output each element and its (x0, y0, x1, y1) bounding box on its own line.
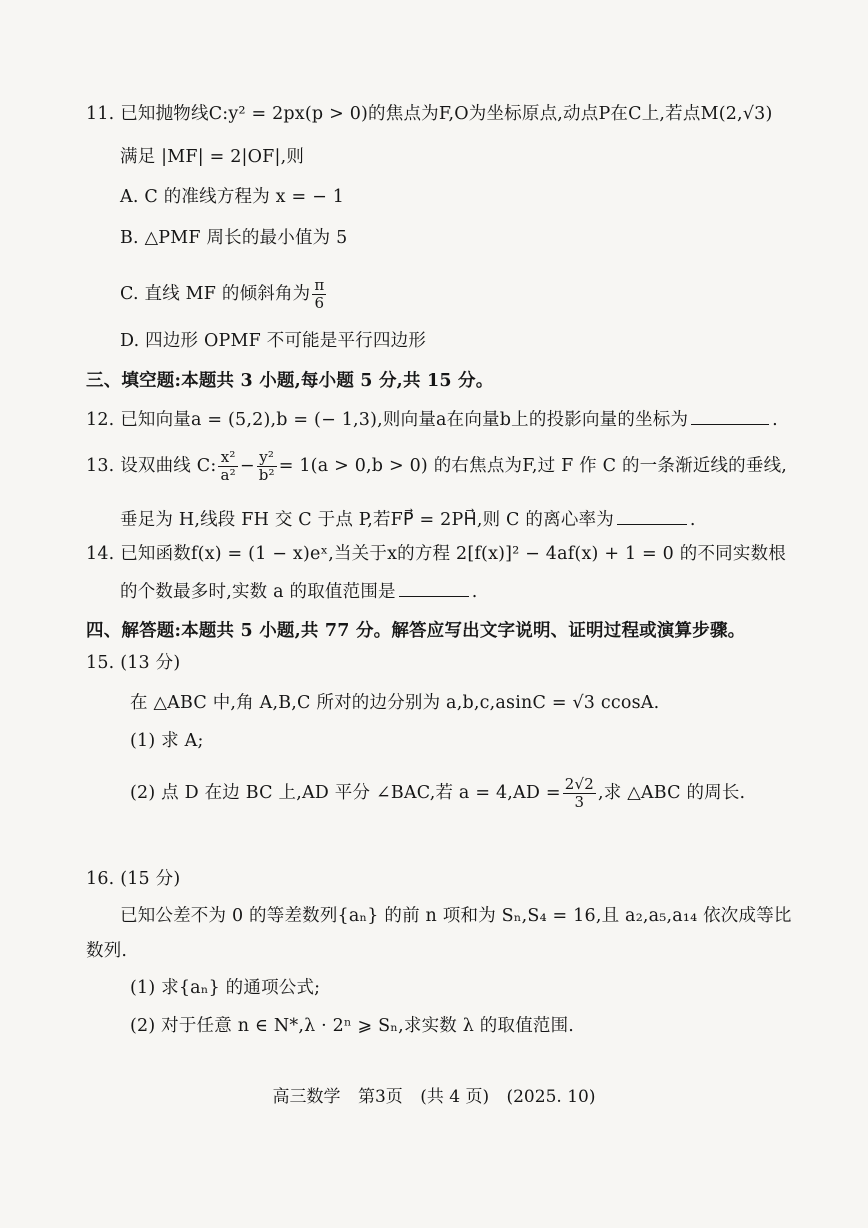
q15-heading: 15. (13 分) (86, 653, 181, 673)
footer-total-pages: (共 4 页) (420, 1087, 490, 1107)
q11-option-c (120, 272, 328, 316)
q13-fraction-y-numerator: y² (259, 448, 275, 466)
q13-fraction-y-denominator: b² (258, 466, 275, 484)
q11-stem-line1: 11. 已知抛物线C:y² = 2px(p > 0)的焦点为F,O为坐标原点,动点P在C上,若点M(2,√3) (86, 104, 773, 124)
q11-stem-line2: 满足 |MF| = 2|OF|,则 (120, 147, 305, 167)
q15-ad-fraction (563, 776, 596, 811)
q16-heading: 16. (15 分) (86, 869, 181, 889)
q13-stem-line2 (120, 508, 696, 531)
q13-period: . (689, 510, 696, 530)
q11-option-c-denominator: 6 (314, 294, 325, 312)
q15-part-1: (1) 求 A; (130, 731, 204, 751)
q13-answer-blank (617, 508, 687, 525)
q13-fraction-x-denominator: a² (220, 466, 236, 484)
q14-line2-text: 的个数最多时,实数 a 的取值范围是 (120, 582, 396, 602)
footer-date: (2025. 10) (506, 1087, 596, 1107)
q13-fraction-x-numerator: x² (220, 448, 236, 466)
section-4-heading: 四、解答题:本题共 5 小题,共 77 分。解答应写出文字说明、证明过程或演算步骤。 (86, 621, 746, 641)
q11-option-d: D. 四边形 OPMF 不可能是平行四边形 (120, 331, 427, 351)
q13-minus: − (239, 456, 255, 476)
footer-page-number: 第3页 (357, 1087, 403, 1107)
q14-stem-line2 (120, 580, 478, 603)
q14-period: . (471, 582, 478, 602)
q15-ad-numerator: 2√2 (564, 775, 594, 793)
q11-option-c-numerator: π (314, 276, 325, 294)
q11-option-c-text: C. 直线 MF 的倾斜角为 (120, 284, 311, 304)
section-3-heading: 三、填空题:本题共 3 小题,每小题 5 分,共 15 分。 (86, 371, 494, 391)
q13-prefix: 13. 设双曲线 C: (86, 456, 217, 476)
q16-part-1: (1) 求{aₙ} 的通项公式; (130, 978, 321, 998)
page-footer (0, 1086, 868, 1108)
q12-stem (86, 408, 778, 431)
q13-rest: = 1(a > 0,b > 0) 的右焦点为F,过 F 作 C 的一条渐近线的垂线, (278, 456, 788, 476)
q13-stem-line1 (86, 444, 787, 488)
q11-option-b: B. △PMF 周长的最小值为 5 (120, 228, 348, 248)
q13-fraction-y (257, 449, 277, 484)
q12-period: . (772, 410, 778, 430)
q16-part-2: (2) 对于任意 n ∈ N*,λ · 2ⁿ ⩾ Sₙ,求实数 λ 的取值范围. (130, 1016, 575, 1036)
q15-stem: 在 △ABC 中,角 A,B,C 所对的边分别为 a,b,c,asinC = √3 ccosA. (130, 693, 660, 713)
q14-stem-line1: 14. 已知函数f(x) = (1 − x)eˣ,当关于x的方程 2[f(x)]² − 4af(x) + 1 = 0 的不同实数根 (86, 544, 786, 564)
q16-stem-line1: 已知公差不为 0 的等差数列{aₙ} 的前 n 项和为 Sₙ,S₄ = 16,且 a₂,a₅,a₁₄ 依次成等比 (120, 906, 792, 926)
q14-answer-blank (399, 580, 469, 597)
q11-option-a: A. C 的准线方程为 x = − 1 (120, 187, 345, 207)
q15-part-2-text: (2) 点 D 在边 BC 上,AD 平分 ∠BAC,若 a = 4,AD = (130, 783, 561, 803)
q13-line2-text: 垂足为 H,线段 FH 交 C 于点 P,若FP⃗ = 2PH⃗,则 C 的离心率为 (120, 510, 614, 530)
q15-part-2-end: ,求 △ABC 的周长. (597, 783, 746, 803)
q15-ad-denominator: 3 (574, 793, 585, 811)
footer-subject: 高三数学 (272, 1087, 341, 1107)
q11-option-c-fraction (312, 277, 326, 312)
q12-text: 12. 已知向量a = (5,2),b = (− 1,3),则向量a在向量b上的投影向量的坐标为 (86, 410, 689, 430)
q12-answer-blank (691, 408, 769, 425)
q15-part-2 (130, 771, 745, 815)
q13-fraction-x (218, 449, 237, 484)
q16-stem-line2: 数列. (86, 941, 128, 961)
